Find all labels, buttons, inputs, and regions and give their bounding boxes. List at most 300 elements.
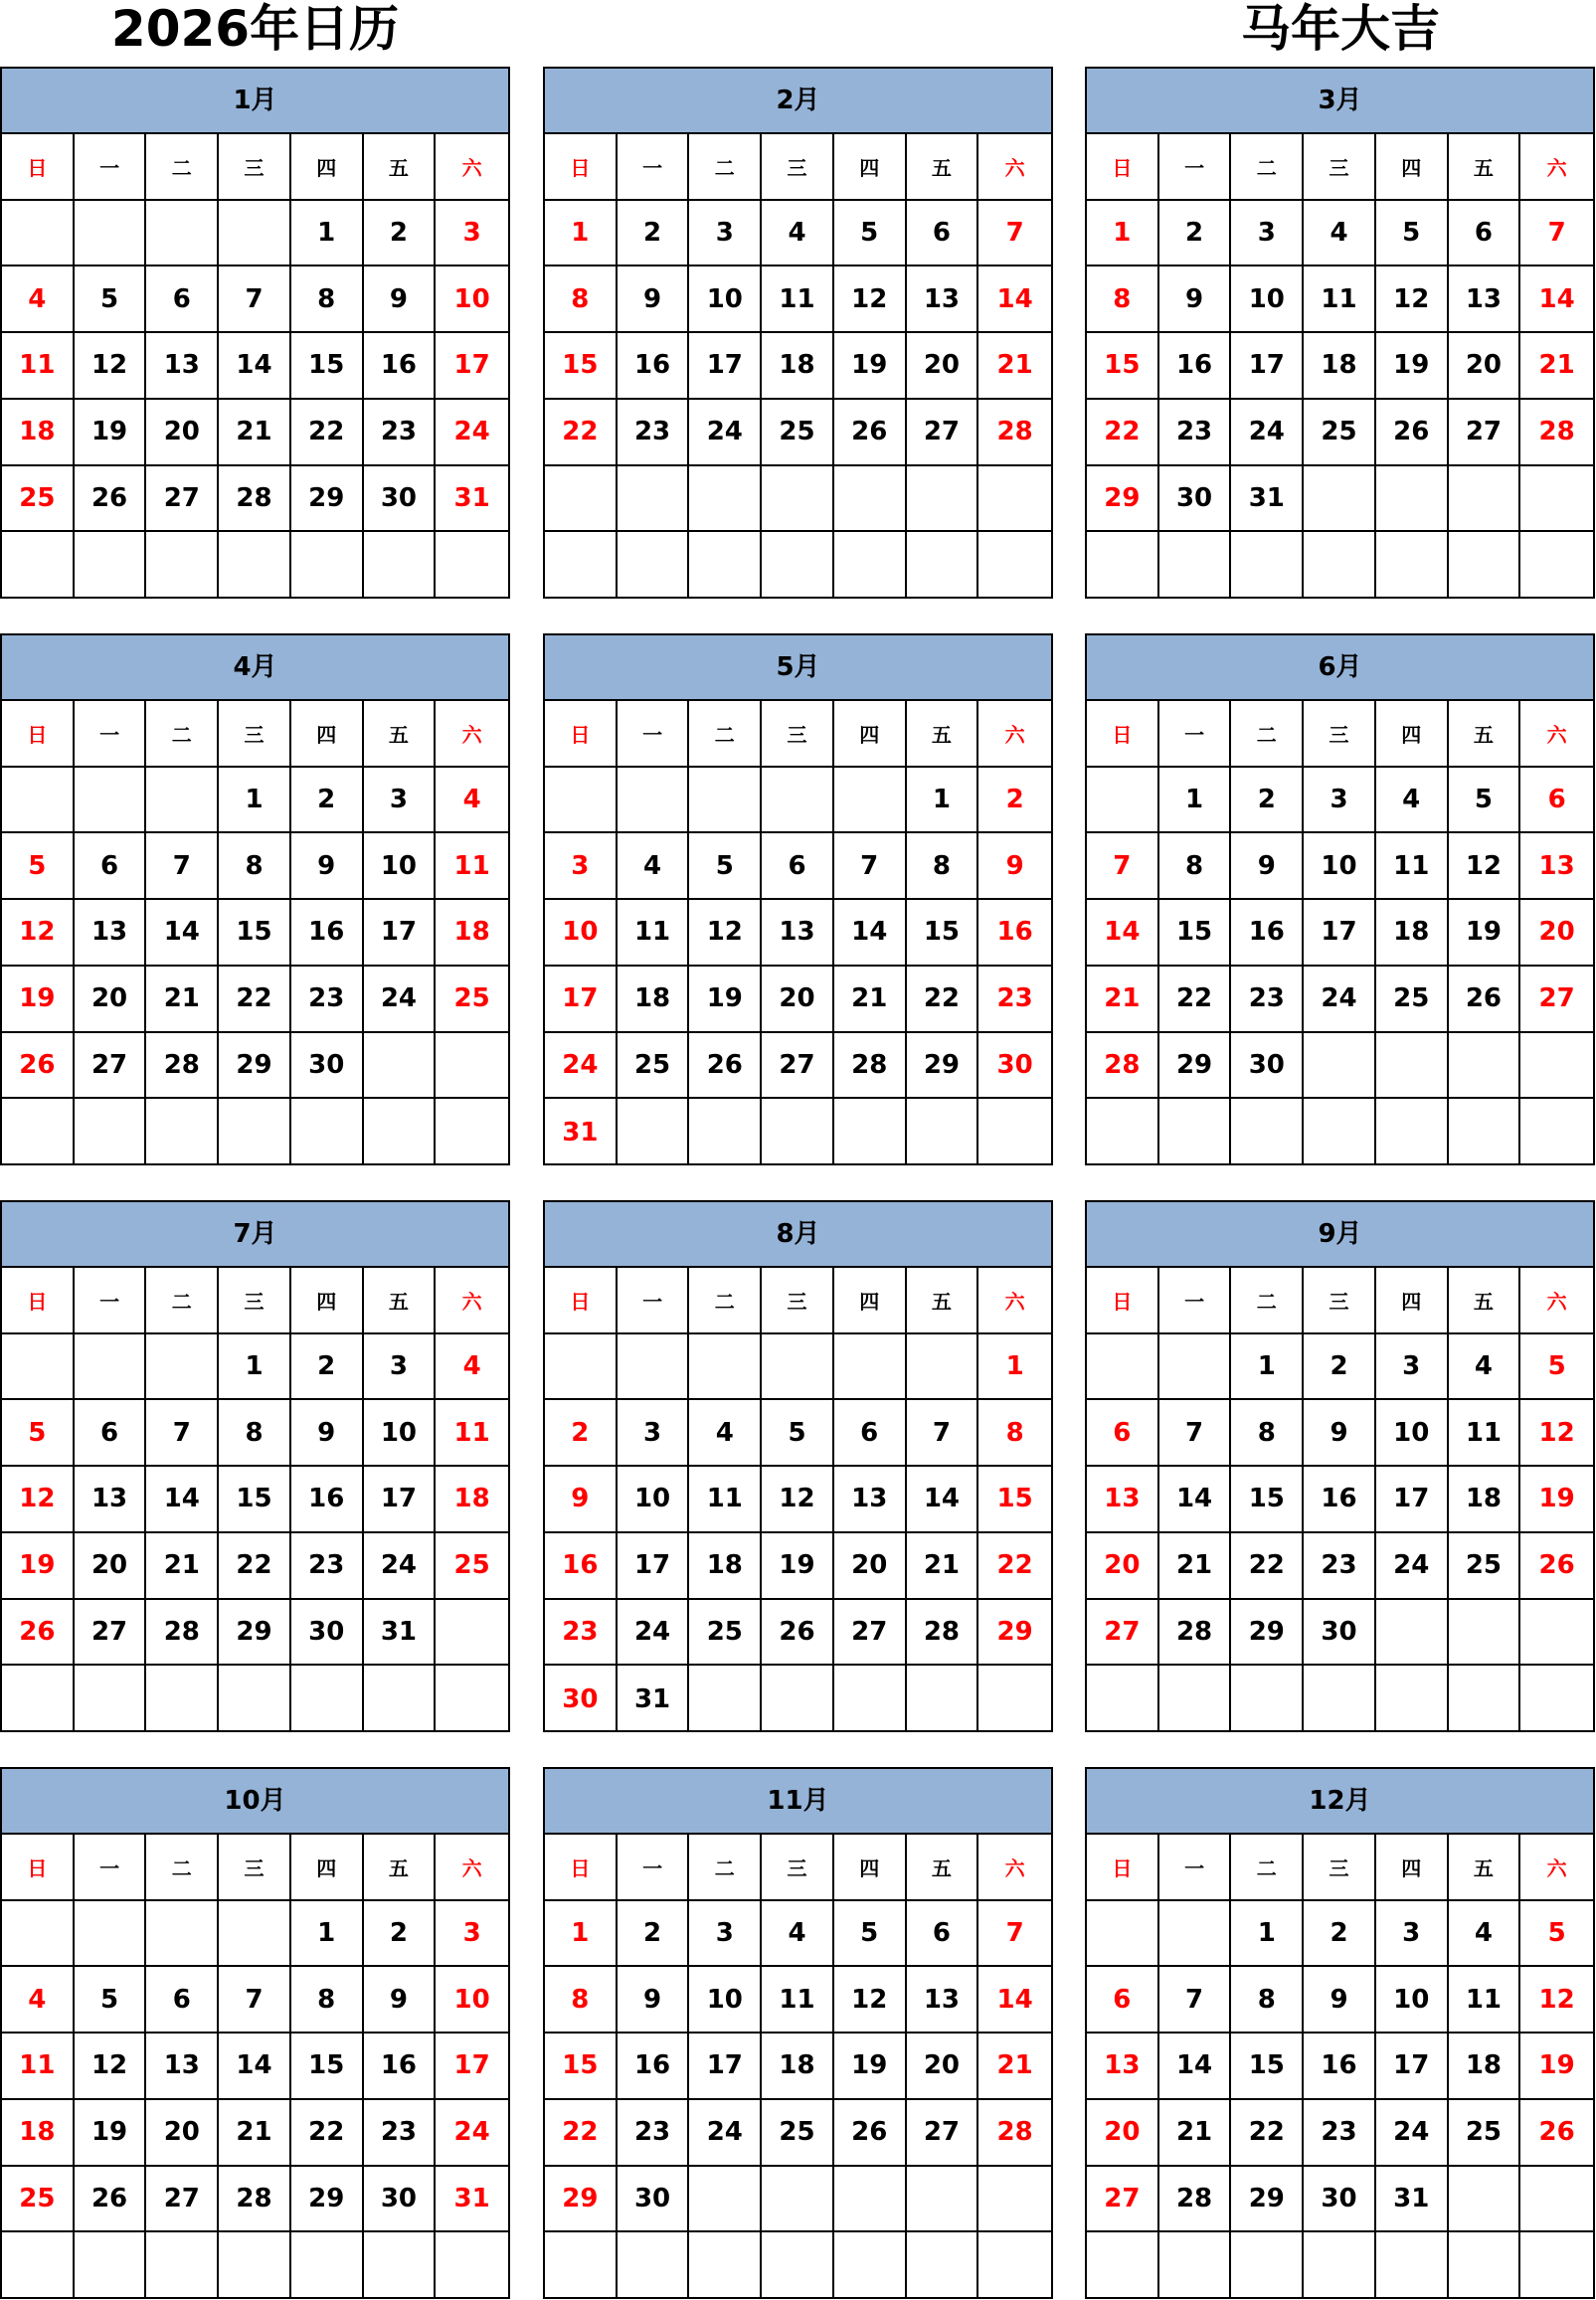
empty-day-cell: [545, 1334, 618, 1401]
month-calendar: [543, 67, 1053, 599]
day-cell: 3: [618, 1400, 690, 1467]
day-cell: 24: [364, 1533, 437, 1600]
day-cell: 29: [1087, 466, 1159, 533]
empty-day-cell: [618, 768, 690, 834]
day-cell: 8: [291, 1967, 364, 2034]
day-cell: 7: [1159, 1400, 1232, 1467]
weekday-label: 五: [907, 1835, 979, 1901]
day-cell: 17: [436, 333, 508, 400]
day-cell: 2: [618, 201, 690, 267]
day-cell: 20: [146, 400, 219, 466]
day-cell: 27: [907, 400, 979, 466]
day-cell: 4: [436, 768, 508, 834]
weekday-label: 四: [291, 1835, 364, 1901]
month-calendar: [0, 633, 510, 1165]
empty-day-cell: [146, 1901, 219, 1968]
day-cell: 6: [834, 1400, 907, 1467]
day-cell: 8: [978, 1400, 1051, 1467]
empty-day-cell: [2, 2232, 75, 2299]
month-grid: [545, 134, 1051, 599]
day-cell: 26: [1520, 2100, 1593, 2167]
weekday-label: 四: [291, 701, 364, 768]
day-cell: 10: [689, 266, 762, 333]
month-grid: [545, 1268, 1051, 1732]
day-cell: 26: [1520, 1533, 1593, 1600]
day-cell: 10: [436, 1967, 508, 2034]
day-cell: 12: [1520, 1967, 1593, 2034]
day-cell: 4: [2, 266, 75, 333]
day-cell: 25: [762, 400, 834, 466]
day-cell: 16: [1304, 1467, 1376, 1533]
day-cell: 12: [75, 2034, 147, 2100]
day-cell: 17: [1304, 900, 1376, 967]
weekday-label: 三: [219, 701, 291, 768]
weekday-label: 日: [2, 134, 75, 201]
weekday-label: 日: [545, 701, 618, 768]
month-grid: [1087, 701, 1593, 1165]
day-cell: 6: [75, 1400, 147, 1467]
empty-day-cell: [1449, 466, 1521, 533]
month-grid: [2, 701, 508, 1165]
empty-day-cell: [545, 2232, 618, 2299]
empty-day-cell: [1520, 2232, 1593, 2299]
day-cell: 18: [436, 1467, 508, 1533]
month-grid: [2, 1835, 508, 2299]
empty-day-cell: [689, 2167, 762, 2233]
weekday-label: 三: [219, 134, 291, 201]
weekday-label: 四: [1376, 1268, 1449, 1334]
day-cell: 8: [219, 1400, 291, 1467]
empty-day-cell: [834, 1334, 907, 1401]
day-cell: 31: [545, 1099, 618, 1165]
day-cell: 21: [978, 333, 1051, 400]
empty-day-cell: [1520, 1033, 1593, 1100]
day-cell: 19: [75, 400, 147, 466]
day-cell: 10: [436, 266, 508, 333]
weekday-label: 二: [146, 134, 219, 201]
day-cell: 17: [1376, 1467, 1449, 1533]
day-cell: 20: [75, 967, 147, 1033]
day-cell: 21: [907, 1533, 979, 1600]
month-header: 8月: [545, 1202, 1051, 1268]
day-cell: 22: [291, 2100, 364, 2167]
day-cell: 6: [146, 266, 219, 333]
day-cell: 29: [1231, 1600, 1304, 1667]
day-cell: 23: [545, 1600, 618, 1667]
day-cell: 21: [1159, 1533, 1232, 1600]
empty-day-cell: [762, 2232, 834, 2299]
day-cell: 11: [1376, 833, 1449, 900]
day-cell: 28: [1159, 1600, 1232, 1667]
day-cell: 25: [762, 2100, 834, 2167]
day-cell: 25: [436, 967, 508, 1033]
weekday-label: 一: [75, 701, 147, 768]
day-cell: 15: [1231, 1467, 1304, 1533]
day-cell: 5: [689, 833, 762, 900]
day-cell: 13: [75, 900, 147, 967]
empty-day-cell: [75, 2232, 147, 2299]
day-cell: 20: [834, 1533, 907, 1600]
empty-day-cell: [291, 2232, 364, 2299]
weekday-label: 三: [1304, 134, 1376, 201]
day-cell: 12: [2, 900, 75, 967]
day-cell: 4: [1449, 1901, 1521, 1968]
weekday-label: 三: [762, 701, 834, 768]
day-cell: 22: [545, 2100, 618, 2167]
day-cell: 24: [1304, 967, 1376, 1033]
empty-day-cell: [834, 2167, 907, 2233]
day-cell: 13: [762, 900, 834, 967]
day-cell: 20: [762, 967, 834, 1033]
weekday-label: 二: [1231, 1268, 1304, 1334]
empty-day-cell: [762, 532, 834, 599]
day-cell: 20: [1520, 900, 1593, 967]
empty-day-cell: [618, 1099, 690, 1165]
empty-day-cell: [1449, 1600, 1521, 1667]
weekday-label: 五: [364, 701, 437, 768]
month-header: 11月: [545, 1769, 1051, 1835]
weekday-label: 四: [834, 1268, 907, 1334]
month-grid: [545, 701, 1051, 1165]
day-cell: 5: [2, 1400, 75, 1467]
weekday-label: 一: [618, 134, 690, 201]
weekday-label: 四: [1376, 134, 1449, 201]
empty-day-cell: [364, 1033, 437, 1100]
empty-day-cell: [1376, 1033, 1449, 1100]
day-cell: 13: [1087, 1467, 1159, 1533]
empty-day-cell: [1520, 1099, 1593, 1165]
day-cell: 11: [436, 833, 508, 900]
day-cell: 29: [907, 1033, 979, 1100]
day-cell: 23: [618, 400, 690, 466]
day-cell: 16: [618, 2034, 690, 2100]
weekday-label: 一: [1159, 1268, 1232, 1334]
day-cell: 11: [618, 900, 690, 967]
day-cell: 13: [146, 2034, 219, 2100]
day-cell: 8: [219, 833, 291, 900]
day-cell: 6: [146, 1967, 219, 2034]
day-cell: 19: [2, 1533, 75, 1600]
weekday-label: 四: [1376, 701, 1449, 768]
empty-day-cell: [1376, 1099, 1449, 1165]
day-cell: 17: [1231, 333, 1304, 400]
day-cell: 15: [1159, 900, 1232, 967]
month-header: 5月: [545, 635, 1051, 701]
day-cell: 21: [1087, 967, 1159, 1033]
month-calendar: [543, 1200, 1053, 1732]
day-cell: 29: [219, 1033, 291, 1100]
empty-day-cell: [1376, 2232, 1449, 2299]
day-cell: 25: [2, 466, 75, 533]
day-cell: 6: [762, 833, 834, 900]
empty-day-cell: [146, 1099, 219, 1165]
day-cell: 19: [1520, 1467, 1593, 1533]
day-cell: 29: [1159, 1033, 1232, 1100]
day-cell: 17: [689, 333, 762, 400]
weekday-label: 三: [219, 1268, 291, 1334]
weekday-label: 一: [75, 1268, 147, 1334]
day-cell: 24: [618, 1600, 690, 1667]
day-cell: 14: [1520, 266, 1593, 333]
day-cell: 29: [1231, 2167, 1304, 2233]
empty-day-cell: [1087, 532, 1159, 599]
empty-day-cell: [1449, 532, 1521, 599]
empty-day-cell: [834, 2232, 907, 2299]
day-cell: 18: [1376, 900, 1449, 967]
day-cell: 16: [291, 900, 364, 967]
empty-day-cell: [1231, 2232, 1304, 2299]
day-cell: 23: [291, 1533, 364, 1600]
day-cell: 8: [1231, 1967, 1304, 2034]
empty-day-cell: [978, 2232, 1051, 2299]
day-cell: 8: [291, 266, 364, 333]
day-cell: 12: [1449, 833, 1521, 900]
weekday-label: 五: [1449, 1268, 1521, 1334]
day-cell: 14: [219, 2034, 291, 2100]
day-cell: 30: [291, 1033, 364, 1100]
day-cell: 7: [1087, 833, 1159, 900]
weekday-label: 一: [618, 1268, 690, 1334]
day-cell: 10: [1231, 266, 1304, 333]
empty-day-cell: [146, 2232, 219, 2299]
month-calendar: [0, 1200, 510, 1732]
empty-day-cell: [1231, 1099, 1304, 1165]
day-cell: 28: [1087, 1033, 1159, 1100]
day-cell: 15: [545, 333, 618, 400]
weekday-label: 六: [436, 701, 508, 768]
weekday-label: 五: [907, 701, 979, 768]
day-cell: 14: [978, 1967, 1051, 2034]
empty-day-cell: [762, 1099, 834, 1165]
day-cell: 2: [1304, 1901, 1376, 1968]
empty-day-cell: [219, 1099, 291, 1165]
day-cell: 21: [219, 2100, 291, 2167]
day-cell: 15: [219, 1467, 291, 1533]
month-calendar: [1085, 633, 1595, 1165]
empty-day-cell: [1087, 768, 1159, 834]
day-cell: 5: [1520, 1334, 1593, 1401]
day-cell: 31: [618, 1666, 690, 1732]
day-cell: 27: [75, 1600, 147, 1667]
empty-day-cell: [1087, 1099, 1159, 1165]
day-cell: 13: [907, 266, 979, 333]
day-cell: 24: [1376, 2100, 1449, 2167]
day-cell: 24: [436, 2100, 508, 2167]
day-cell: 1: [1087, 201, 1159, 267]
day-cell: 9: [364, 266, 437, 333]
day-cell: 10: [364, 833, 437, 900]
day-cell: 11: [2, 333, 75, 400]
empty-day-cell: [689, 1334, 762, 1401]
empty-day-cell: [1087, 1901, 1159, 1968]
month-header: 1月: [2, 69, 508, 134]
day-cell: 9: [1304, 1400, 1376, 1467]
empty-day-cell: [2, 1901, 75, 1968]
day-cell: 26: [1449, 967, 1521, 1033]
day-cell: 14: [146, 1467, 219, 1533]
day-cell: 12: [834, 266, 907, 333]
day-cell: 16: [364, 333, 437, 400]
empty-day-cell: [907, 2232, 979, 2299]
month-header: 10月: [2, 1769, 508, 1835]
day-cell: 27: [834, 1600, 907, 1667]
day-cell: 1: [219, 1334, 291, 1401]
empty-day-cell: [146, 1666, 219, 1732]
day-cell: 23: [291, 967, 364, 1033]
day-cell: 5: [75, 266, 147, 333]
empty-day-cell: [978, 1099, 1051, 1165]
month-calendar: [0, 1767, 510, 2299]
empty-day-cell: [1159, 2232, 1232, 2299]
empty-day-cell: [2, 201, 75, 267]
month-header: 4月: [2, 635, 508, 701]
weekday-label: 六: [978, 1835, 1051, 1901]
day-cell: 11: [1449, 1967, 1521, 2034]
day-cell: 13: [1520, 833, 1593, 900]
weekday-label: 一: [618, 701, 690, 768]
empty-day-cell: [907, 1334, 979, 1401]
day-cell: 16: [618, 333, 690, 400]
day-cell: 4: [1376, 768, 1449, 834]
weekday-label: 二: [1231, 701, 1304, 768]
empty-day-cell: [689, 1099, 762, 1165]
day-cell: 26: [689, 1033, 762, 1100]
empty-day-cell: [618, 1334, 690, 1401]
weekday-label: 日: [2, 1268, 75, 1334]
weekday-label: 日: [545, 1835, 618, 1901]
day-cell: 8: [545, 1967, 618, 2034]
weekday-label: 日: [545, 1268, 618, 1334]
day-cell: 25: [1449, 1533, 1521, 1600]
day-cell: 24: [689, 2100, 762, 2167]
day-cell: 30: [1304, 1600, 1376, 1667]
weekday-label: 五: [364, 134, 437, 201]
day-cell: 14: [219, 333, 291, 400]
weekday-label: 一: [75, 1835, 147, 1901]
day-cell: 3: [545, 833, 618, 900]
day-cell: 20: [1087, 1533, 1159, 1600]
day-cell: 28: [978, 400, 1051, 466]
empty-day-cell: [146, 201, 219, 267]
day-cell: 23: [1159, 400, 1232, 466]
weekday-label: 三: [762, 134, 834, 201]
day-cell: 4: [618, 833, 690, 900]
empty-day-cell: [1304, 1099, 1376, 1165]
day-cell: 9: [1304, 1967, 1376, 2034]
day-cell: 25: [689, 1600, 762, 1667]
day-cell: 28: [907, 1600, 979, 1667]
day-cell: 6: [1087, 1967, 1159, 2034]
day-cell: 27: [146, 2167, 219, 2233]
day-cell: 17: [618, 1533, 690, 1600]
day-cell: 21: [834, 967, 907, 1033]
day-cell: 16: [1159, 333, 1232, 400]
day-cell: 12: [689, 900, 762, 967]
day-cell: 4: [762, 1901, 834, 1968]
day-cell: 28: [219, 2167, 291, 2233]
day-cell: 24: [436, 400, 508, 466]
empty-day-cell: [364, 1099, 437, 1165]
weekday-label: 五: [1449, 701, 1521, 768]
day-cell: 10: [618, 1467, 690, 1533]
day-cell: 14: [1159, 1467, 1232, 1533]
day-cell: 23: [1231, 967, 1304, 1033]
empty-day-cell: [1087, 2232, 1159, 2299]
empty-day-cell: [834, 1099, 907, 1165]
weekday-label: 日: [1087, 134, 1159, 201]
day-cell: 26: [834, 400, 907, 466]
day-cell: 12: [762, 1467, 834, 1533]
day-cell: 28: [1520, 400, 1593, 466]
weekday-label: 四: [834, 134, 907, 201]
empty-day-cell: [1159, 1666, 1232, 1732]
day-cell: 9: [618, 266, 690, 333]
weekday-label: 六: [436, 1835, 508, 1901]
day-cell: 2: [1159, 201, 1232, 267]
weekday-label: 四: [291, 134, 364, 201]
empty-day-cell: [1520, 2167, 1593, 2233]
day-cell: 18: [2, 2100, 75, 2167]
day-cell: 28: [146, 1033, 219, 1100]
weekday-label: 四: [834, 701, 907, 768]
day-cell: 2: [291, 768, 364, 834]
day-cell: 22: [1159, 967, 1232, 1033]
day-cell: 16: [978, 900, 1051, 967]
day-cell: 24: [364, 967, 437, 1033]
day-cell: 7: [219, 1967, 291, 2034]
day-cell: 4: [436, 1334, 508, 1401]
day-cell: 19: [2, 967, 75, 1033]
empty-day-cell: [364, 532, 437, 599]
empty-day-cell: [689, 2232, 762, 2299]
empty-day-cell: [689, 466, 762, 533]
weekday-label: 三: [1304, 1835, 1376, 1901]
day-cell: 21: [1520, 333, 1593, 400]
empty-day-cell: [618, 532, 690, 599]
weekday-label: 二: [689, 701, 762, 768]
day-cell: 1: [219, 768, 291, 834]
day-cell: 25: [1376, 967, 1449, 1033]
day-cell: 21: [1159, 2100, 1232, 2167]
day-cell: 13: [75, 1467, 147, 1533]
empty-day-cell: [219, 2232, 291, 2299]
day-cell: 28: [219, 466, 291, 533]
day-cell: 3: [1304, 768, 1376, 834]
day-cell: 19: [834, 2034, 907, 2100]
empty-day-cell: [2, 768, 75, 834]
day-cell: 18: [436, 900, 508, 967]
day-cell: 23: [978, 967, 1051, 1033]
empty-day-cell: [834, 768, 907, 834]
weekday-label: 四: [1376, 1835, 1449, 1901]
day-cell: 22: [219, 1533, 291, 1600]
weekday-label: 一: [1159, 1835, 1232, 1901]
day-cell: 12: [1376, 266, 1449, 333]
day-cell: 9: [291, 1400, 364, 1467]
empty-day-cell: [75, 1334, 147, 1401]
day-cell: 11: [1449, 1400, 1521, 1467]
empty-day-cell: [689, 532, 762, 599]
day-cell: 18: [2, 400, 75, 466]
day-cell: 1: [545, 201, 618, 267]
day-cell: 18: [689, 1533, 762, 1600]
day-cell: 7: [146, 1400, 219, 1467]
weekday-label: 六: [978, 701, 1051, 768]
empty-day-cell: [545, 768, 618, 834]
day-cell: 26: [75, 466, 147, 533]
weekday-label: 一: [618, 1835, 690, 1901]
day-cell: 31: [436, 466, 508, 533]
